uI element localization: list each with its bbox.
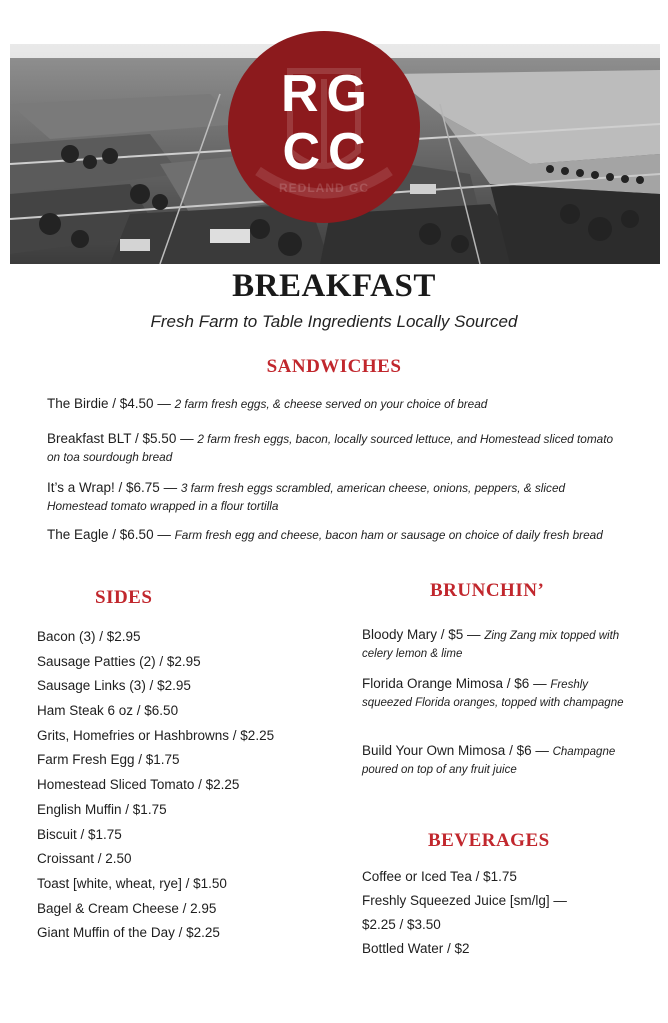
logo-line-rg: RG (281, 65, 375, 123)
item-name: The Birdie / $4.50 — (47, 396, 175, 411)
list-item: Grits, Homefries or Hashbrowns / $2.25 (37, 727, 275, 743)
item-description: Champagne poured on top of any fruit juice (362, 746, 616, 776)
item-name: Build Your Own Mimosa / $6 — (362, 743, 553, 758)
item-description: 2 farm fresh eggs, bacon, locally sourced lettuce, and Homestead sliced tomato on toa sourdough bread (47, 432, 614, 464)
sandwich-item (47, 526, 617, 544)
logo-letters (228, 65, 420, 181)
item-description: 2 farm fresh eggs, & cheese served on your choice of bread (174, 397, 488, 411)
logo-line-cc: CC (282, 123, 374, 181)
list-item: Bagel & Cream Cheese / 2.95 (37, 900, 217, 916)
list-item: Toast [white, wheat, rye] / $1.50 (37, 875, 227, 891)
sandwiches-heading: SANDWICHES (266, 356, 402, 377)
list-item: Ham Steak 6 oz / $6.50 (37, 703, 179, 719)
item-description: Freshly squeezed Florida oranges, topped with champagne (362, 679, 624, 709)
list-item: Freshly Squeezed Juice [sm/lg] — (362, 893, 567, 908)
list-item: Giant Muffin of the Day / $2.25 (37, 925, 220, 941)
list-item: Sausage Patties (2) / $2.95 (37, 653, 201, 669)
item-name: Bloody Mary / $5 — (362, 627, 485, 642)
page-title: BREAKFAST (232, 268, 436, 304)
item-name: The Eagle / $6.50 — (47, 527, 175, 542)
item-name: Breakfast BLT / $5.50 — (47, 431, 198, 446)
sandwich-item (47, 430, 617, 466)
sandwich-item (47, 479, 617, 515)
logo-ring-text: REDLAND GC (279, 181, 369, 195)
brunchin-heading: BRUNCHIN’ (430, 580, 545, 601)
list-item: $2.25 / $3.50 (362, 917, 441, 932)
item-description: 3 farm fresh eggs scrambled, american cheese, onions, peppers, & sliced Homestead tomato wrapped in a flour tortilla (47, 481, 566, 513)
sides-list (37, 628, 337, 949)
list-item: Farm Fresh Egg / $1.75 (37, 752, 180, 768)
brunch-item (362, 626, 630, 662)
sandwich-item (47, 395, 617, 413)
item-name: It’s a Wrap! / $6.75 — (47, 480, 181, 495)
list-item: Coffee or Iced Tea / $1.75 (362, 869, 517, 884)
list-item: Sausage Links (3) / $2.95 (37, 678, 191, 694)
list-item: Homestead Sliced Tomato / $2.25 (37, 777, 240, 793)
sides-heading: SIDES (95, 587, 153, 608)
list-item: Croissant / 2.50 (37, 851, 132, 867)
page-subtitle: Fresh Farm to Table Ingredients Locally Sourced (150, 312, 518, 331)
beverages-heading: BEVERAGES (428, 830, 550, 851)
item-description: Farm fresh egg and cheese, bacon ham or sausage on choice of daily fresh bread (174, 528, 603, 542)
list-item: English Muffin / $1.75 (37, 801, 167, 817)
rgcc-logo (228, 31, 420, 223)
list-item: Bacon (3) / $2.95 (37, 629, 141, 644)
item-description: Zing Zang mix topped with celery lemon & lime (362, 630, 620, 660)
brunch-item (362, 742, 630, 778)
list-item: Biscuit / $1.75 (37, 826, 122, 842)
list-item: Bottled Water / $2 (362, 941, 470, 956)
beverages-list (362, 868, 632, 964)
brunch-item (362, 675, 630, 711)
item-name: Florida Orange Mimosa / $6 — (362, 676, 551, 691)
